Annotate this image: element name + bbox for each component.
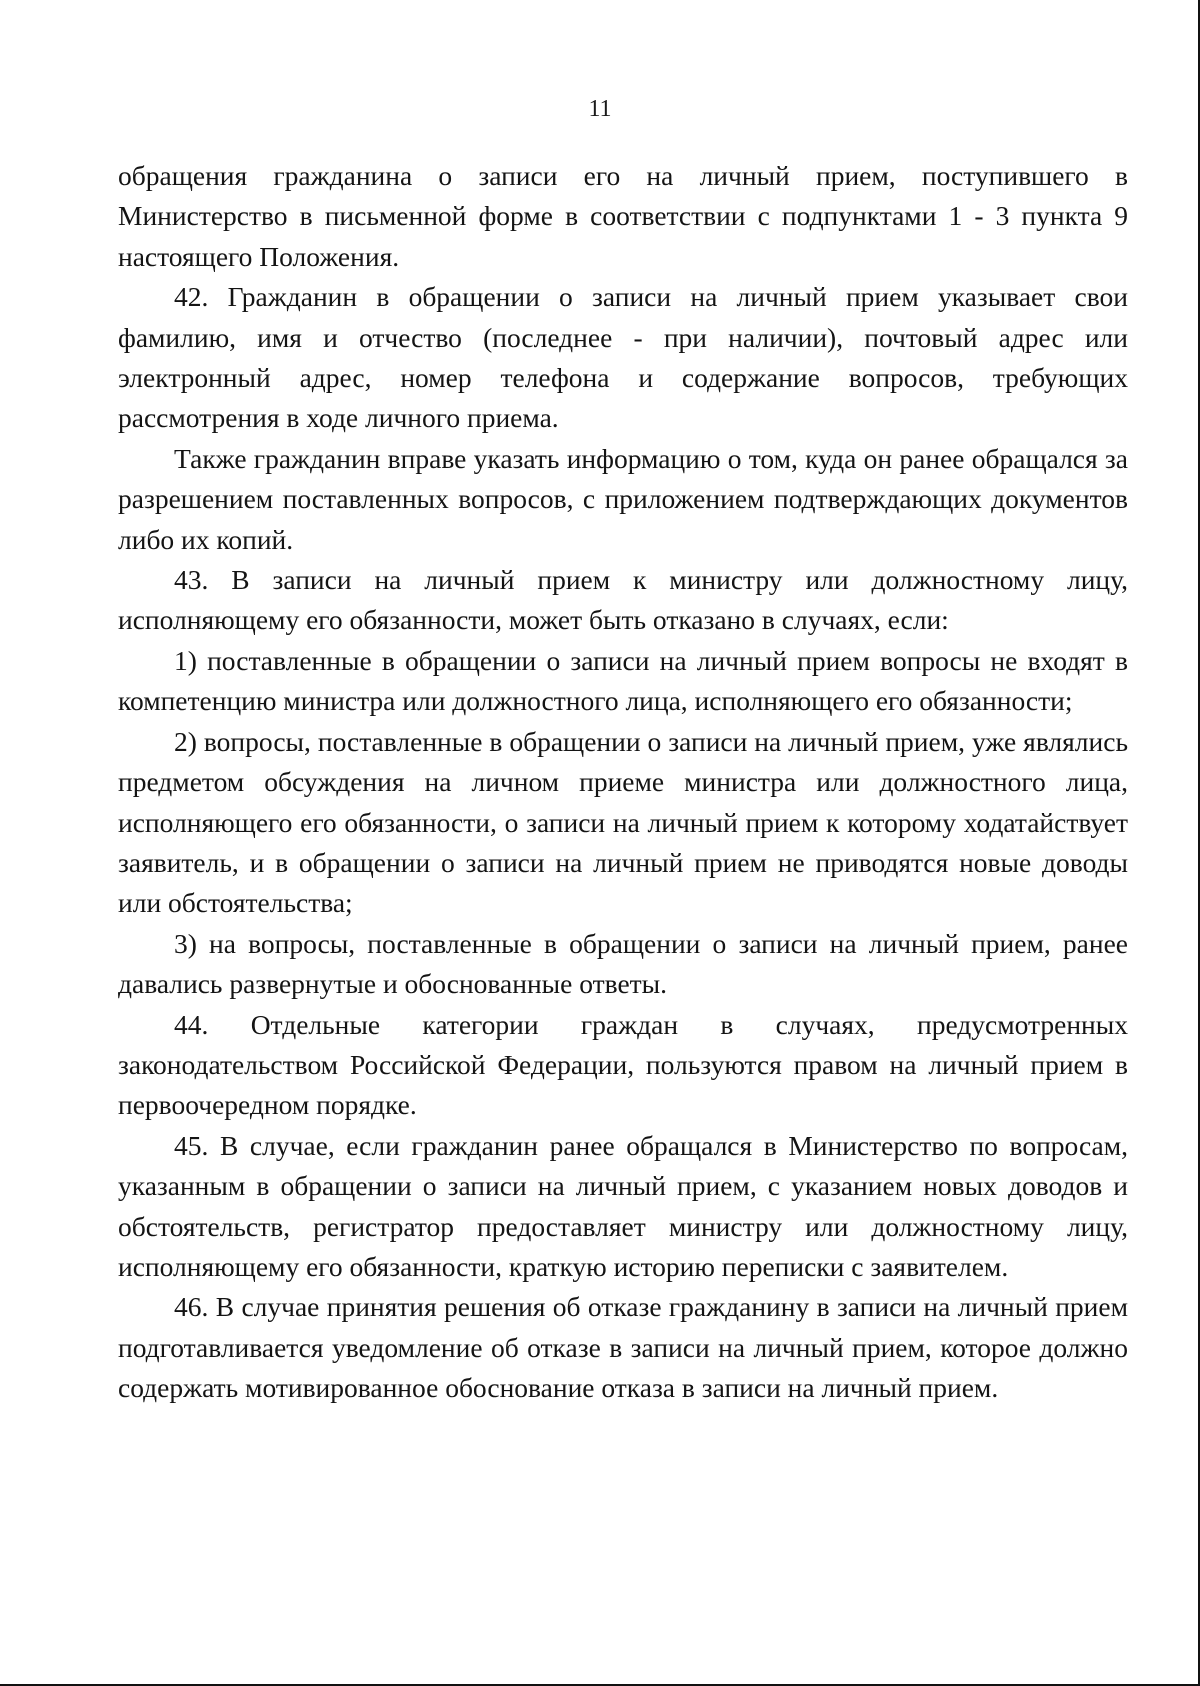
paragraph-46: 46. В случае принятия решения об отказе гражданину в записи на личный прием подготавливается уведомление об отказе в записи на личный прием, которое должно содержать мотивированное обоснование отказа в записи на личный прием.	[118, 1291, 1128, 1404]
paragraph-43: 43. В записи на личный прием к министру или должностному лицу, исполняющему его обязанности, может быть отказано в случаях, если:	[118, 564, 1128, 636]
paragraph-42: 42. Гражданин в обращении о записи на личный прием указывает свои фамилию, имя и отчество (последнее - при наличии), почтовый адрес или электронный адрес, номер телефона и содержание вопросов, требующих рассмотрения в ходе личного приема.	[118, 281, 1128, 434]
paragraph-continuation: обращения гражданина о записи его на личный прием, поступившего в Министерство в письменной форме в соответствии с подпунктами 1 - 3 пункта 9 настоящего Положения.	[118, 160, 1128, 272]
paragraph-43-item-2: 2) вопросы, поставленные в обращении о записи на личный прием, уже являлись предметом обсуждения на личном приеме министра или должностного лица, исполняющего его обязанности, о записи на личный прием к которому ходатайствует заявитель, и в обращении о записи на личный прием не приводятся новые доводы или обстоятельства;	[118, 725, 1128, 919]
paragraph-45: 45. В случае, если гражданин ранее обращался в Министерство по вопросам, указанным в обращении о записи на личный прием, с указанием новых доводов и обстоятельств, регистратор предоставляет министру или должностному лицу, исполняющему его обязанности, краткую историю переписки с заявителем.	[118, 1129, 1128, 1282]
paragraph-43-item-1: 1) поставленные в обращении о записи на личный прием вопросы не входят в компетенцию министра или должностного лица, исполняющего его обязанности;	[118, 644, 1128, 717]
paragraph-44: 44. Отдельные категории граждан в случаях, предусмотренных законодательством Российской Федерации, пользуются правом на личный прием в первоочередном порядке.	[118, 1008, 1128, 1121]
paragraph-42-addendum: Также гражданин вправе указать информацию о том, куда он ранее обращался за разрешением поставленных вопросов, с приложением подтверждающих документов либо их копий.	[118, 442, 1128, 555]
paragraph-43-item-3: 3) на вопросы, поставленные в обращении о записи на личный прием, ранее давались развернутые и обоснованные ответы.	[118, 927, 1128, 1000]
document-body	[118, 156, 1128, 1409]
page-number: 11	[588, 96, 612, 122]
